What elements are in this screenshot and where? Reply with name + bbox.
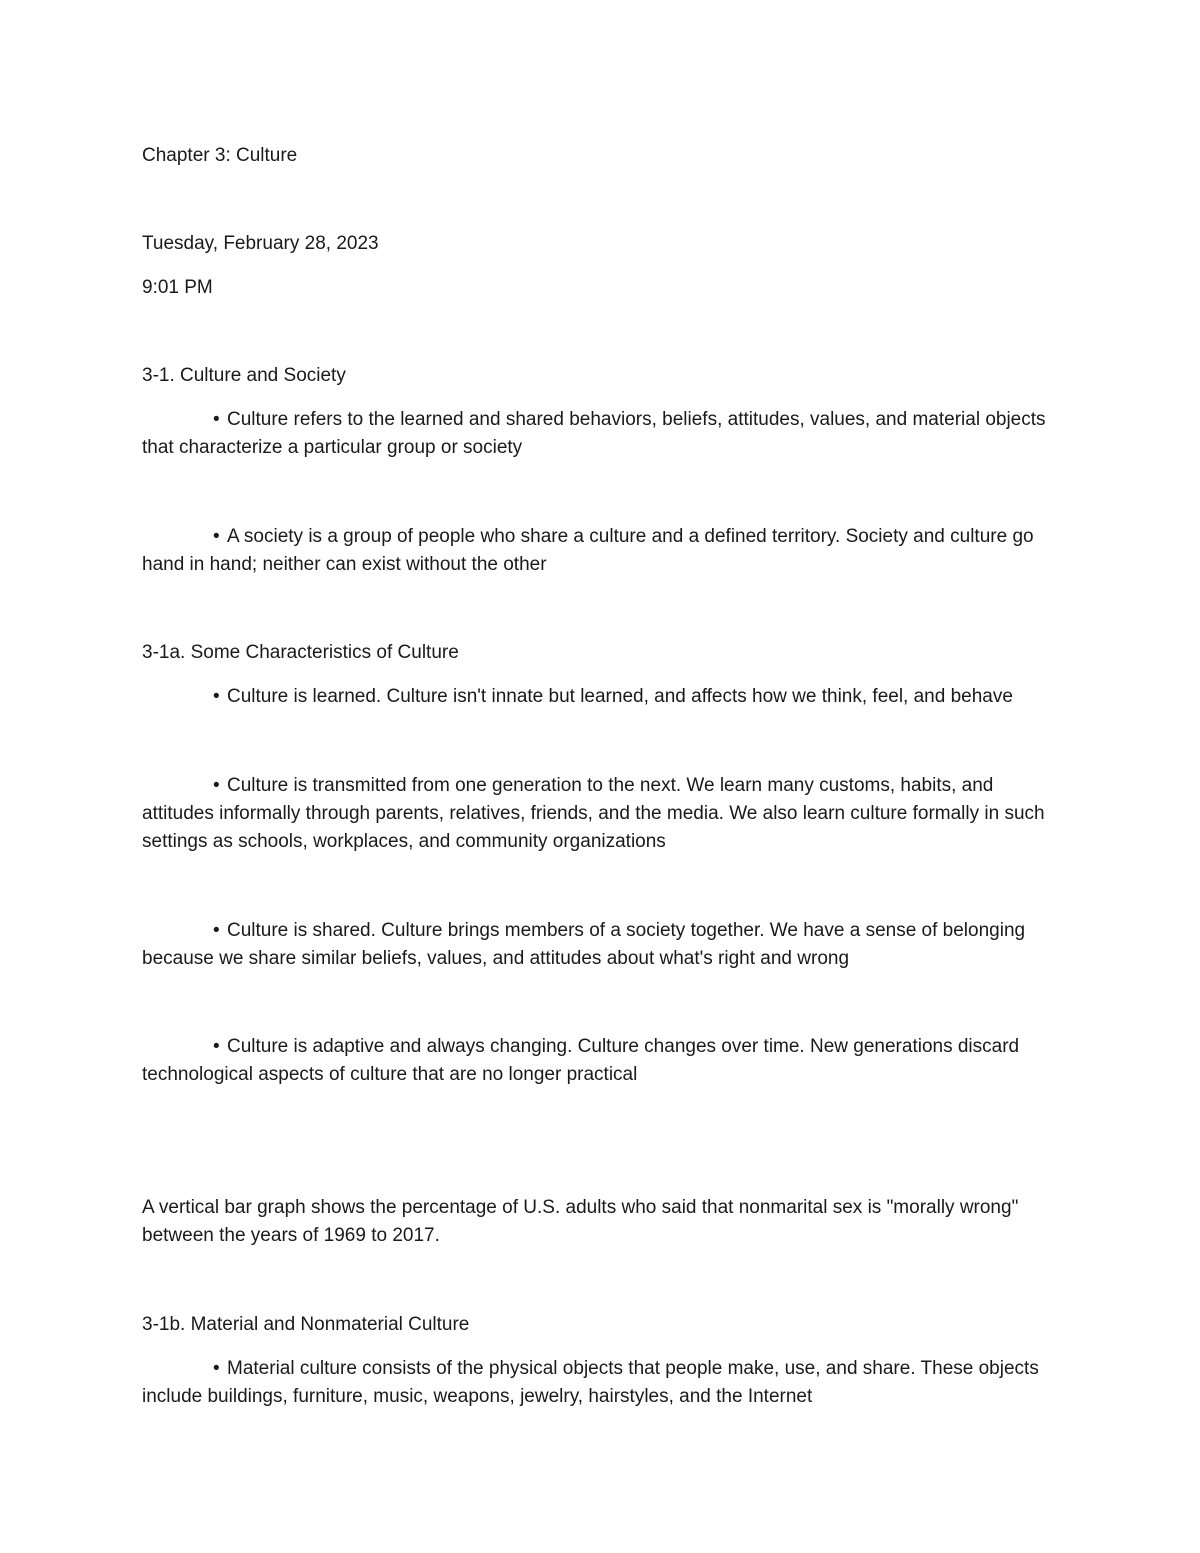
- bullet-culture-definition: [142, 406, 1057, 462]
- bullet-culture-transmitted: [142, 772, 1057, 856]
- section-heading-3-1b: 3-1b. Material and Nonmaterial Culture: [142, 1314, 470, 1335]
- bullet-text: Material culture consists of the physical objects that people make, use, and share. These objects include buildings, furniture, music, weapons, jewelry, hairstyles, and the Internet: [142, 1358, 1039, 1407]
- bullet-material-culture: [142, 1355, 1057, 1411]
- section-heading-3-1: 3-1. Culture and Society: [142, 365, 346, 386]
- bullet-text: Culture is transmitted from one generation to the next. We learn many customs, habits, and attitudes informally through parents, relatives, friends, and the media. We also learn culture formally in such settings as schools, workplaces, and community organizations: [142, 775, 1045, 852]
- bullet-text: A society is a group of people who share a culture and a defined territory. Society and culture go hand in hand; neither can exist without the other: [142, 526, 1034, 575]
- bullet-culture-learned: [142, 683, 1057, 711]
- bullet-marker: •: [213, 1036, 220, 1057]
- bullet-marker: •: [213, 686, 220, 707]
- bullet-text: Culture is shared. Culture brings members of a society together. We have a sense of belonging because we share similar beliefs, values, and attitudes about what's right and wrong: [142, 920, 1026, 969]
- bullet-culture-shared: [142, 917, 1057, 973]
- bullet-text: Culture is adaptive and always changing. Culture changes over time. New generations discard technological aspects of culture that are no longer practical: [142, 1036, 1020, 1085]
- bullet-marker: •: [213, 409, 220, 430]
- note-date: Tuesday, February 28, 2023: [142, 233, 379, 254]
- bullet-marker: •: [213, 1358, 220, 1379]
- page-title: Chapter 3: Culture: [142, 145, 298, 166]
- bullet-marker: •: [213, 526, 220, 547]
- image-description-text: A vertical bar graph shows the percentage of U.S. adults who said that nonmarital sex is "morally wrong" between the years of 1969 to 2017.: [142, 1197, 1019, 1246]
- bullet-text: Culture refers to the learned and shared behaviors, beliefs, attitudes, values, and material objects that characterize a particular group or society: [142, 409, 1046, 458]
- bullet-culture-adaptive: [142, 1033, 1057, 1089]
- bullet-marker: •: [213, 775, 220, 796]
- bullet-society-definition: [142, 523, 1057, 579]
- bullet-marker: •: [213, 920, 220, 941]
- bullet-text: Culture is learned. Culture isn't innate but learned, and affects how we think, feel, and behave: [227, 686, 1013, 707]
- section-heading-3-1a: 3-1a. Some Characteristics of Culture: [142, 642, 459, 663]
- note-time: 9:01 PM: [142, 277, 213, 298]
